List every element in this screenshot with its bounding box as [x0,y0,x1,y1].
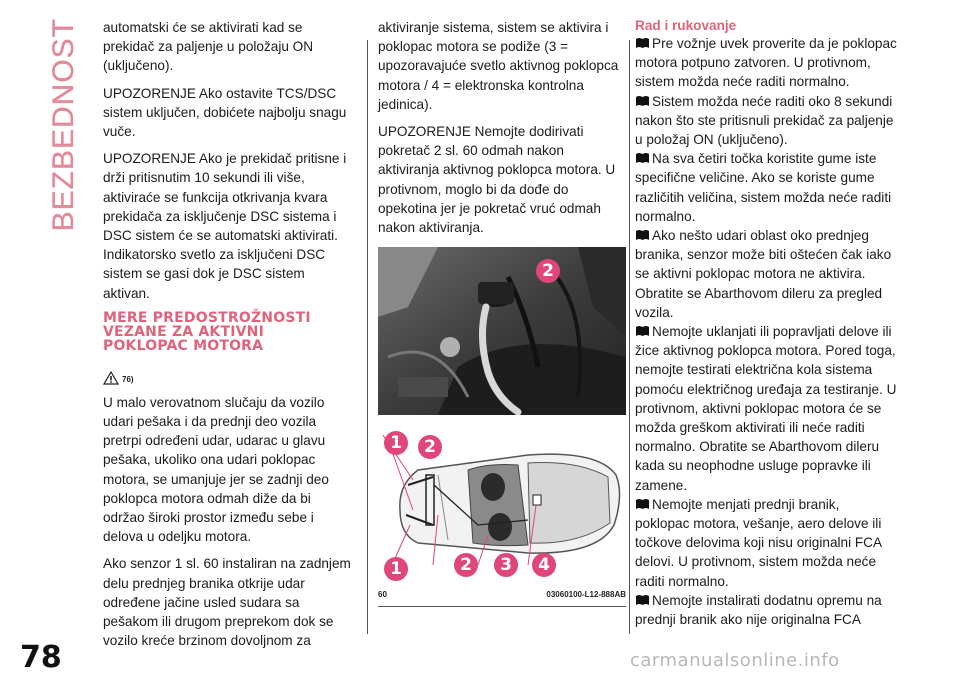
caution-book-icon [635,152,650,164]
caution-book-icon [635,594,650,606]
caution-item-3 [635,149,897,226]
col1-paragraph-2: UPOZORENJE Ako ostavite TCS/DSC sistem uključen, dobićete najbolju snagu vuče. [103,85,347,140]
engine-bay-photo [378,247,626,415]
callout-1-lower: 1 [384,557,408,581]
section-heading: MERE PREDOSTROŽNOSTI VEZANE ZA AKTIVNI POKLOPAC MOTORA [103,309,311,354]
warning-reference-icon [103,371,119,385]
callout-2-photo: 2 [536,259,560,283]
column-divider-1 [367,40,368,634]
caution-book-icon [635,325,650,337]
figure-number: 60 [378,590,387,600]
col1-paragraph-1: automatski će se aktivirati kad se prekidač za paljenje u položaju ON (uključeno). [103,20,314,74]
col2-paragraph-1: aktiviranje sistema, sistem se aktivira i poklopac motora se podiže (3 = upozoravajuće svetlo aktivnog poklopca motora / 4 = elektronska kontrolna jedinica). [378,20,619,112]
subheading-operation: Rad i rukovanje [635,18,737,33]
caution-item-text: Sistem možda neće raditi oko 8 sekundi nakon što ste pritisnuli prekidač za paljenje u položaj ON (uključeno). [635,93,894,148]
caution-item-2 [635,92,897,150]
caution-item-text: Na sva četiri točka koristite gume iste specifične veličine. Ako se koriste gume različitih veličina, sistem možda neće raditi normalno. [635,151,892,224]
figure-60 [378,247,626,587]
section-tab [44,18,84,232]
callout-3-lower: 3 [494,553,518,577]
col1-paragraph-5: Ako senzor 1 sl. 60 instaliran na zadnjem delu prednjeg branika otkrije udar određene jačine usled sudara sa pešakom ili drugom preprekom dok se vozilo kreće brzinom dovoljnom za [103,556,351,649]
caution-book-icon [635,229,650,241]
caution-item-4 [635,226,897,322]
caution-book-icon [635,95,650,107]
caution-item-text: Nemojte menjati prednji branik, poklopac motora, vešanje, aero delove ili točkove delovima koji nisu originalni FCA delovi. U protivnom, sistem možda neće raditi normalno. [635,496,882,589]
column-divider-2 [629,40,630,634]
caution-item-text: Pre vožnje uvek proverite da je poklopac motora potpuno zatvoren. U protivnom, sistem možda neće raditi normalno. [635,36,897,90]
column-1 [103,18,353,650]
column-2 [378,18,628,608]
watermark: carmanualsonline.info [630,650,840,671]
caution-book-icon [635,498,650,510]
col2-paragraph-2: UPOZORENJE Nemojte dodirivati pokretač 2 sl. 60 odmah nakon aktiviranja aktivnog poklopca motora. U protivnom, moglo bi da dođe do opekotina jer je pokretač vruć odmah nakon aktiviranja. [378,124,616,236]
caution-item-text: Ako nešto udari oblast oko prednjeg branika, senzor može biti oštećen čak iako se aktivni poklopac motora ne aktivira. Obratite se Abarthovom dileru za pregled vozila. [635,228,892,320]
caution-item-text: Nemojte instalirati dodatnu opremu na prednji branik ako nije originalna FCA [635,592,882,628]
page-number: 78 [20,640,62,675]
caution-item-text: Nemojte uklanjati ili popravljati delove ili žice aktivnog poklopca motora. Pored toga, nemojte testirati električna kola sistema pomoću električnog uređaja za testiranje. U protivnom, aktivni poklopac motora će se možda greškom aktivirati ili neće raditi normalno. Obratite se Abarthovom dileru kada su neophodne usluge popravke ili zamene. [635,324,897,493]
caution-item-1 [635,34,897,92]
callout-4-lower: 4 [532,553,556,577]
column-3 [635,18,897,629]
callout-2-upper: 2 [418,435,442,459]
caution-book-icon [635,37,650,49]
col1-paragraph-3: UPOZORENJE Ako je prekidač pritisne i drži pritisnutim 10 sekundi ili više, aktiviraće se funkcija otkrivanja kvara prekidača za isključenje DSC sistema i DSC sistem će se automatski aktivirati. Indikatorsko svetlo za isključeni DSC sistem se gasi dok je DSC sistem aktivan. [103,151,347,301]
callout-2-lower: 2 [454,553,478,577]
caution-item-5 [635,322,897,495]
reference-note-text: 76) [122,374,134,384]
reference-note [103,365,353,385]
figure-code: 03060100-L12-888AB [546,590,626,600]
callout-1-upper: 1 [384,431,408,455]
figure-rule [378,606,626,607]
caution-item-6 [635,495,897,591]
section-tab-label: BEZBEDNOST [47,18,80,232]
caution-item-7 [635,591,897,629]
col1-paragraph-4: U malo verovatnom slučaju da vozilo udari pešaka i da prednji deo vozila pretrpi određeni udar, udarac u glavu pešaka, ukoliko ona udari poklopac motora, se umanjuje jer se zadnji deo poklopca motora odmah diže da bi održao široki prostor između sebe i delova u odeljku motora. [103,394,329,545]
